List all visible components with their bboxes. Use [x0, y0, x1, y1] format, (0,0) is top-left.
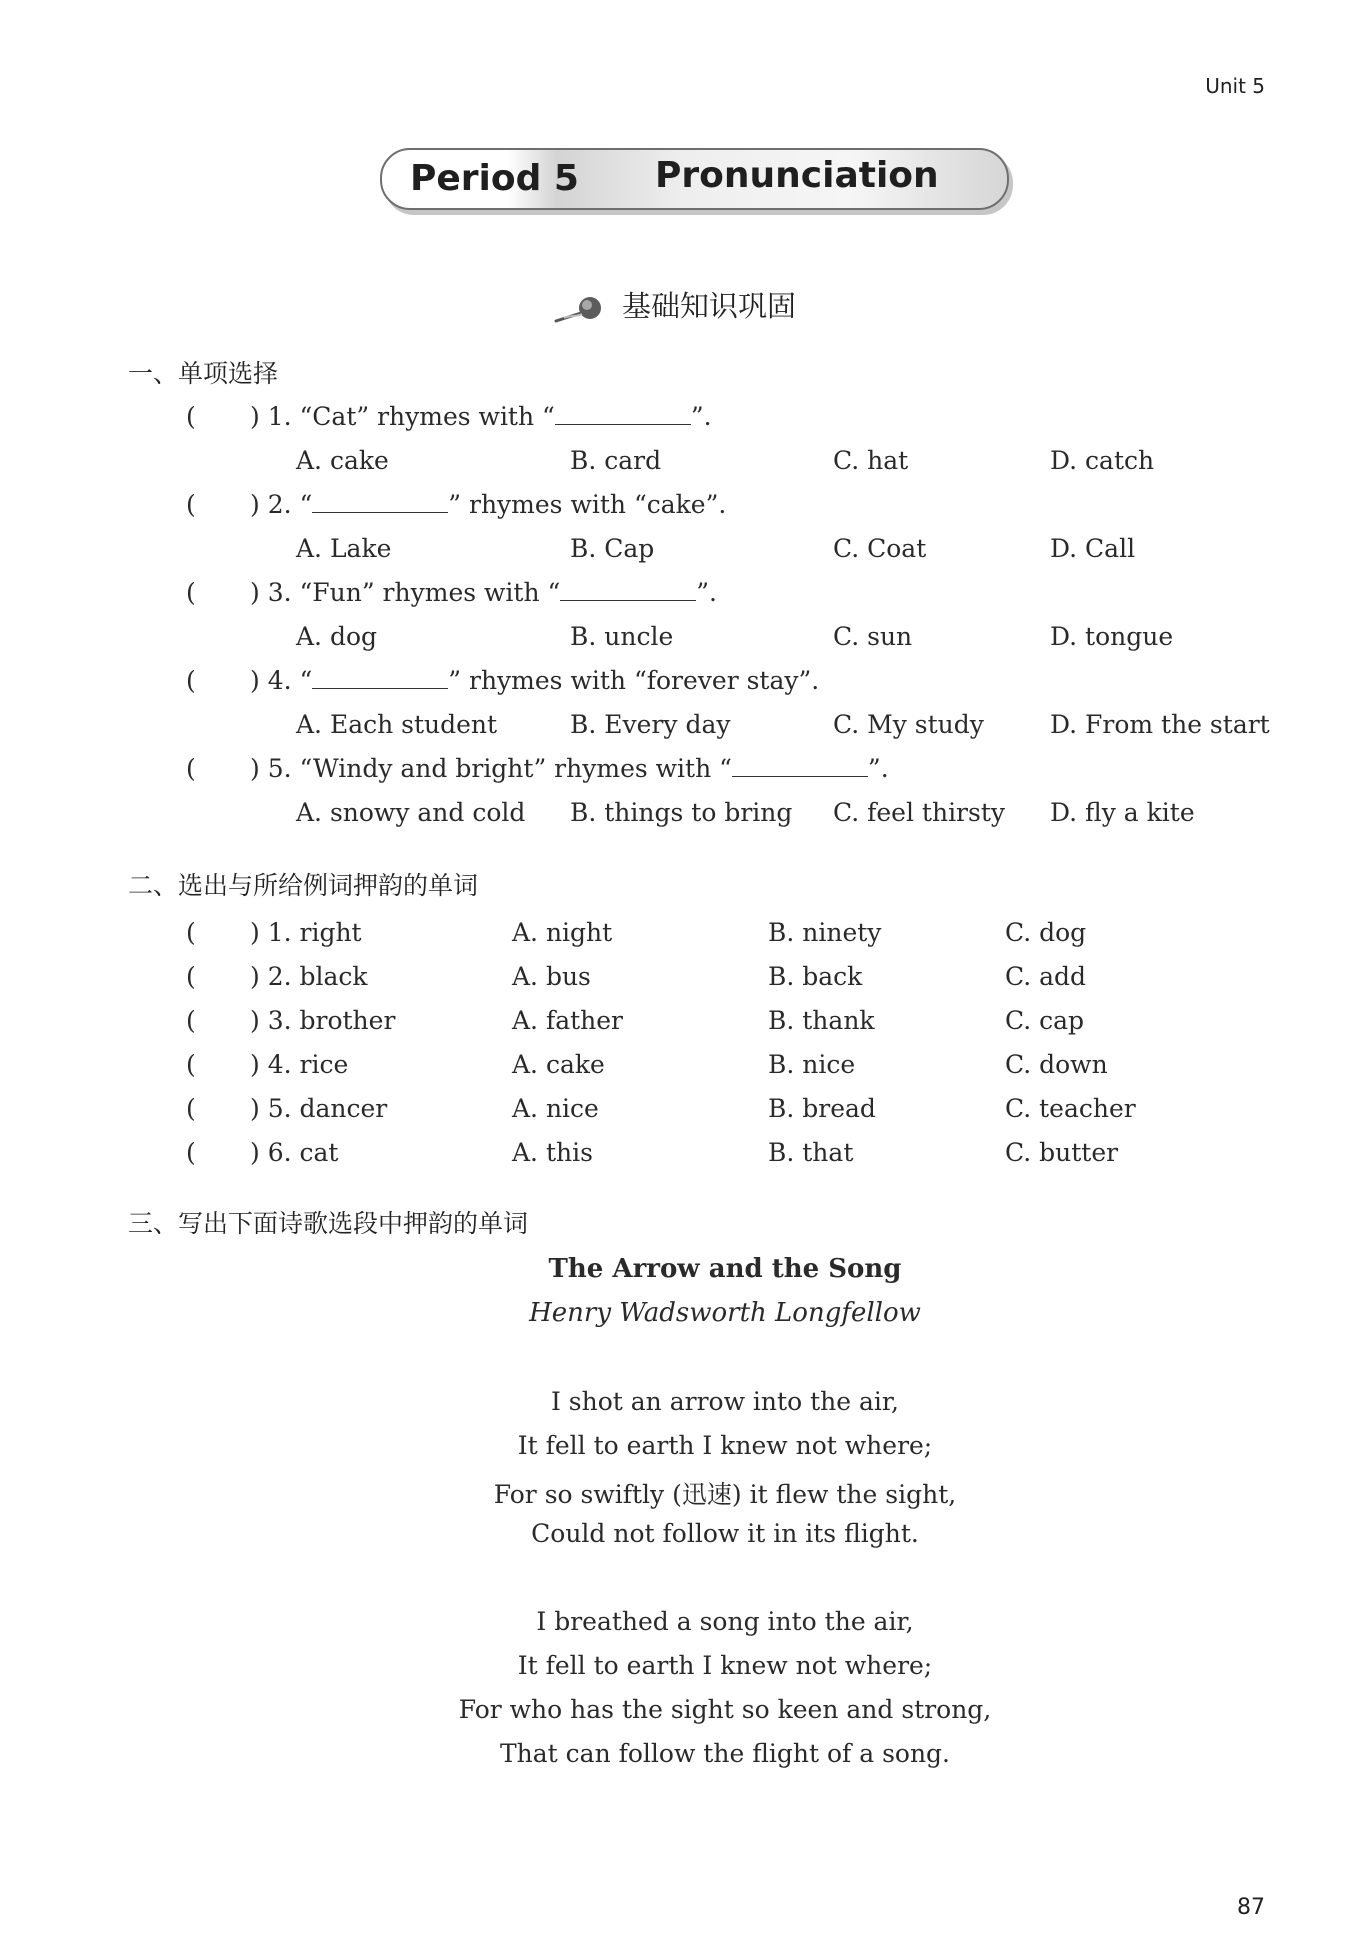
option[interactable]: C. My study: [833, 710, 984, 739]
answer-paren[interactable]: (: [186, 490, 196, 519]
option[interactable]: C. feel thirsty: [833, 798, 1006, 827]
example-word: ) 5. dancer: [250, 1094, 388, 1123]
option[interactable]: A. this: [512, 1138, 593, 1167]
option[interactable]: C. add: [1005, 962, 1087, 991]
magnifier-icon: [554, 293, 608, 323]
question-text: ) 3. “Fun” rhymes with “ ”.: [250, 578, 718, 607]
options-row: [0, 446, 1350, 486]
unit-label: Unit 5: [1205, 74, 1265, 98]
example-word: ) 3. brother: [250, 1006, 396, 1035]
option[interactable]: A. Each student: [296, 710, 498, 739]
poem-author: Henry Wadsworth Longfellow: [529, 1298, 921, 1328]
question-row: [0, 578, 1350, 618]
option[interactable]: D. From the start: [1050, 710, 1270, 739]
rhyme-question-row: [0, 1006, 1350, 1046]
fill-blank[interactable]: [732, 754, 868, 777]
fill-blank[interactable]: [555, 402, 691, 425]
section-heading-text: 基础知识巩固: [621, 289, 796, 323]
option[interactable]: A. nice: [512, 1094, 599, 1123]
question-row: [0, 490, 1350, 530]
option[interactable]: A. dog: [296, 622, 378, 651]
option[interactable]: B. Every day: [570, 710, 731, 739]
poem-line: It fell to earth I knew not where;: [517, 1431, 933, 1460]
poem-line: For who has the sight so keen and strong,: [458, 1695, 992, 1724]
answer-paren[interactable]: (: [186, 1094, 196, 1123]
answer-paren[interactable]: (: [186, 1138, 196, 1167]
option[interactable]: D. tongue: [1050, 622, 1174, 651]
poem-title: The Arrow and the Song: [548, 1254, 902, 1284]
example-word: ) 2. black: [250, 962, 368, 991]
option[interactable]: D. fly a kite: [1050, 798, 1195, 827]
option[interactable]: B. thank: [768, 1006, 875, 1035]
answer-paren[interactable]: (: [186, 754, 196, 783]
example-word: ) 6. cat: [250, 1138, 339, 1167]
answer-paren[interactable]: (: [186, 578, 196, 607]
answer-paren[interactable]: (: [186, 1050, 196, 1079]
option[interactable]: C. hat: [833, 446, 909, 475]
answer-paren[interactable]: (: [186, 402, 196, 431]
poem-line: That can follow the flight of a song.: [499, 1739, 950, 1768]
rhyme-question-row: [0, 962, 1350, 1002]
option[interactable]: C. Coat: [833, 534, 927, 563]
answer-paren[interactable]: (: [186, 918, 196, 947]
period-banner: [380, 148, 1009, 210]
option[interactable]: A. cake: [512, 1050, 605, 1079]
option[interactable]: C. butter: [1005, 1138, 1119, 1167]
period-label: Period 5: [410, 158, 579, 199]
option[interactable]: A. bus: [512, 962, 591, 991]
option[interactable]: A. cake: [296, 446, 389, 475]
option[interactable]: C. down: [1005, 1050, 1108, 1079]
option[interactable]: C. teacher: [1005, 1094, 1136, 1123]
question-text: ) 2. “ ” rhymes with “cake”.: [250, 490, 727, 519]
options-row: [0, 622, 1350, 662]
question-row: [0, 754, 1350, 794]
option[interactable]: C. sun: [833, 622, 913, 651]
option[interactable]: B. card: [570, 446, 662, 475]
fill-blank[interactable]: [312, 666, 448, 689]
answer-paren[interactable]: (: [186, 1006, 196, 1035]
option[interactable]: B. that: [768, 1138, 854, 1167]
example-word: ) 1. right: [250, 918, 362, 947]
question-text: ) 4. “ ” rhymes with “forever stay”.: [250, 666, 820, 695]
rhyme-question-row: [0, 1094, 1350, 1134]
option[interactable]: A. snowy and cold: [296, 798, 526, 827]
option[interactable]: A. father: [512, 1006, 623, 1035]
question-text: ) 1. “Cat” rhymes with “ ”.: [250, 402, 712, 431]
option[interactable]: A. Lake: [296, 534, 392, 563]
poem-line: I shot an arrow into the air,: [550, 1387, 900, 1416]
part3-title: 三、写出下面诗歌选段中押韵的单词: [128, 1209, 529, 1238]
option[interactable]: C. cap: [1005, 1006, 1085, 1035]
rhyme-question-row: [0, 1138, 1350, 1178]
fill-blank[interactable]: [560, 578, 696, 601]
poem-line: It fell to earth I knew not where;: [517, 1651, 933, 1680]
page-number: 87: [1237, 1895, 1265, 1920]
option[interactable]: A. night: [512, 918, 613, 947]
rhyme-question-row: [0, 1050, 1350, 1090]
topic-label: Pronunciation: [655, 155, 939, 196]
options-row: [0, 534, 1350, 574]
option[interactable]: B. uncle: [570, 622, 674, 651]
options-row: [0, 710, 1350, 750]
answer-paren[interactable]: (: [186, 666, 196, 695]
option[interactable]: B. nice: [768, 1050, 856, 1079]
option[interactable]: C. dog: [1005, 918, 1087, 947]
option[interactable]: D. catch: [1050, 446, 1155, 475]
answer-paren[interactable]: (: [186, 962, 196, 991]
option[interactable]: B. back: [768, 962, 863, 991]
poem-line: Could not follow it in its flight.: [531, 1519, 919, 1548]
rhyme-question-row: [0, 918, 1350, 958]
part2-title: 二、选出与所给例词押韵的单词: [128, 871, 479, 900]
fill-blank[interactable]: [312, 490, 448, 513]
poem-line: I breathed a song into the air,: [536, 1607, 914, 1636]
example-word: ) 4. rice: [250, 1050, 349, 1079]
section-heading: [0, 284, 1350, 325]
poem-line: For so swiftly (迅速) it flew the sight,: [493, 1480, 957, 1509]
option[interactable]: B. things to bring: [570, 798, 793, 827]
options-row: [0, 798, 1350, 838]
option[interactable]: B. bread: [768, 1094, 876, 1123]
option[interactable]: B. Cap: [570, 534, 655, 563]
option[interactable]: B. ninety: [768, 918, 882, 947]
question-row: [0, 402, 1350, 442]
question-text: ) 5. “Windy and bright” rhymes with “ ”.: [250, 754, 889, 783]
question-row: [0, 666, 1350, 706]
part1-title: 一、单项选择: [128, 359, 279, 388]
option[interactable]: D. Call: [1050, 534, 1136, 563]
